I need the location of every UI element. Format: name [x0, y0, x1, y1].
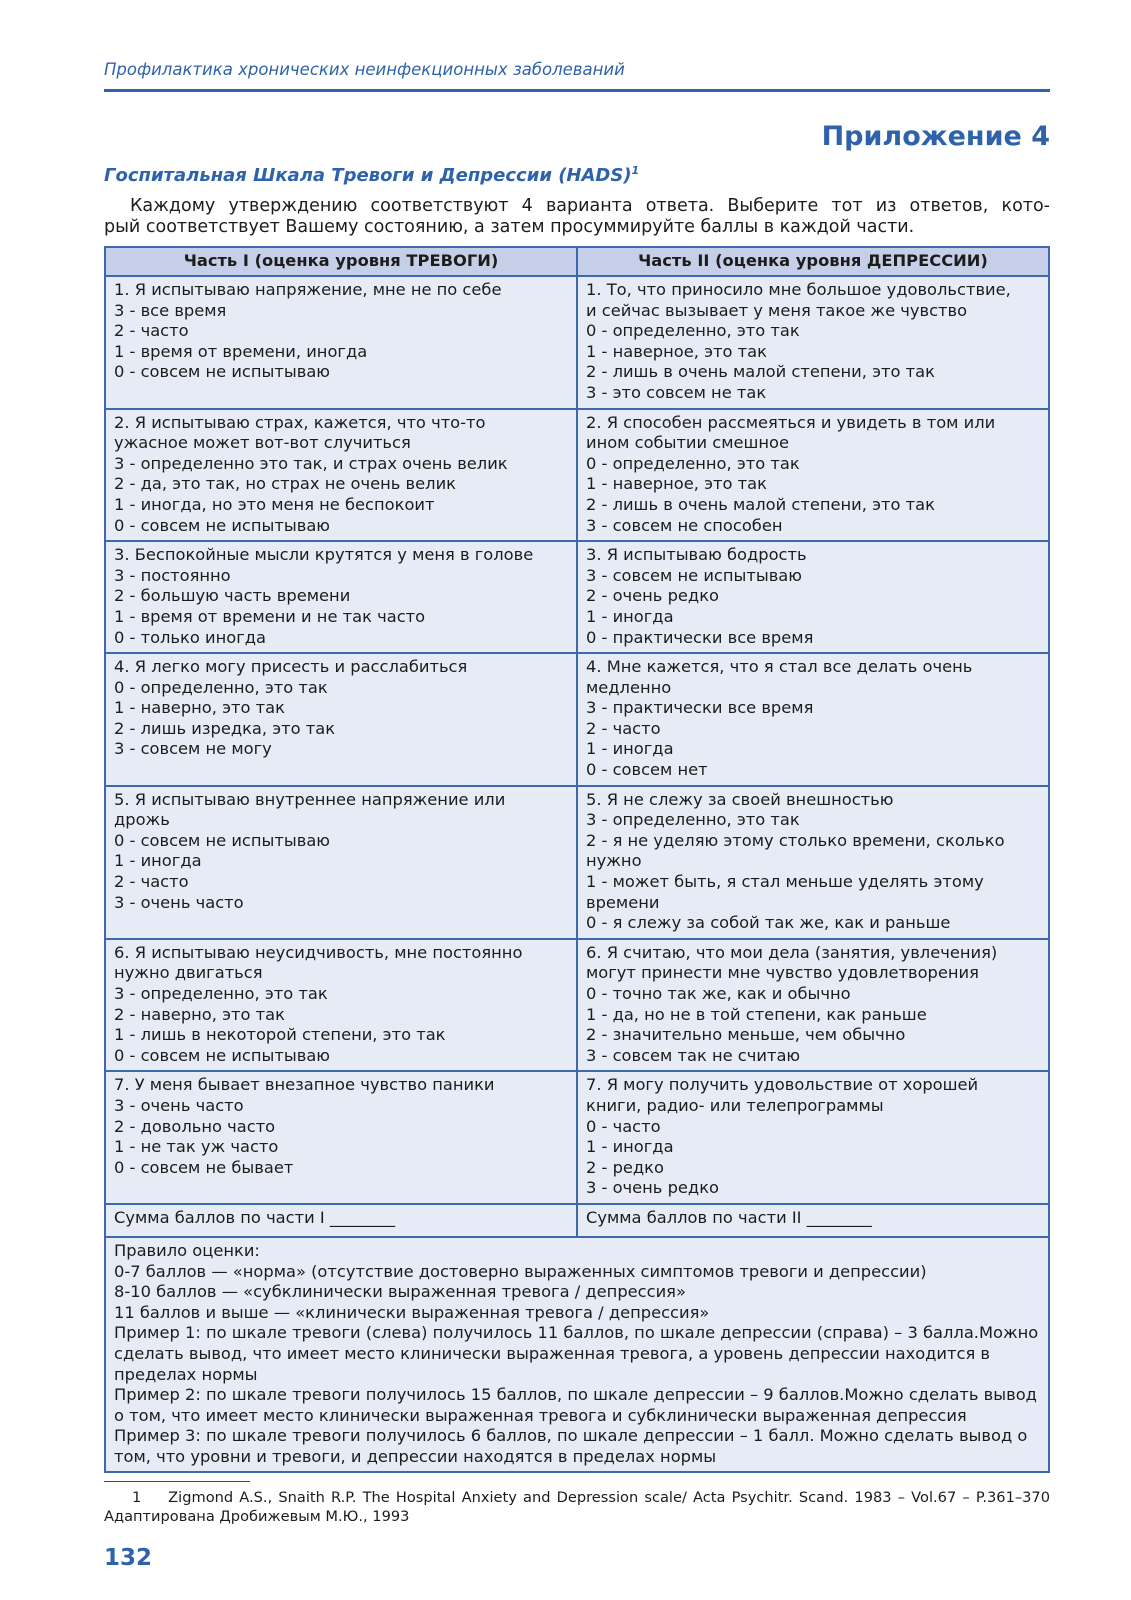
item-line: 0 - совсем нет	[585, 760, 708, 780]
item-line: 2 - очень редко	[585, 586, 719, 606]
sum-row	[105, 1204, 1049, 1237]
item-line: 2 - довольно часто	[114, 1116, 276, 1136]
question-row	[105, 409, 1049, 542]
item-line: 1 - наверно, это так	[114, 698, 285, 718]
document-title-text: Госпитальная Шкала Тревоги и Депрессии (HADS)	[104, 165, 632, 186]
footnote-rule	[104, 1481, 250, 1482]
anxiety-item	[105, 653, 577, 786]
depression-item	[577, 653, 1049, 786]
item-question: 3. Беспокойные мысли крутятся у меня в голове	[114, 545, 534, 565]
anxiety-item	[105, 786, 577, 939]
item-line: 2 - большую часть времени	[114, 586, 351, 606]
item-line: могут принести мне чувство удовлетворения	[585, 963, 979, 983]
item-line: 3 - очень часто	[114, 1095, 244, 1115]
item-line: 2 - часто	[585, 718, 661, 738]
item-question: 1. То, что приносило мне большое удовольствие,	[585, 280, 1011, 299]
intro-line-2: рый соответствует Вашему состоянию, а затем просуммируйте баллы в каждой части.	[104, 217, 915, 237]
item-line: 3 - определенно это так, и страх очень велик	[114, 453, 508, 473]
item-question: 3. Я испытываю бодрость	[585, 545, 807, 565]
item-line: ином событии смешное	[585, 433, 790, 453]
depression-item	[577, 939, 1049, 1072]
item-line: медленно	[585, 677, 672, 697]
table-body	[105, 276, 1049, 1204]
page-number: 132	[104, 1545, 153, 1571]
item-line: 1 - не так уж часто	[114, 1137, 279, 1157]
table-header-row	[105, 247, 1049, 276]
header-rule	[104, 89, 1050, 92]
item-question: 7. У меня бывает внезапное чувство паники	[114, 1075, 495, 1095]
item-question: 4. Я легко могу присесть и расслабиться	[114, 657, 468, 677]
item-line: 1 - время от времени, иногда	[114, 341, 368, 361]
footnote-mark: 1	[631, 164, 640, 177]
item-line: 2 - часто	[114, 321, 189, 341]
rules-line: Пример 2: по шкале тревоги получилось 15 баллов, по шкале депрессии – 9 баллов.Можно сделать вывод о том, что имеет место клинически выраженная тревога и субклинически выраженная депрессия	[114, 1385, 1037, 1425]
item-line: 1 - иногда	[585, 1137, 674, 1157]
item-line: 0 - точно так же, как и обычно	[585, 984, 851, 1003]
item-line: 3 - совсем не могу	[114, 739, 272, 759]
item-line: 1 - может быть, я стал меньше уделять этому	[585, 872, 984, 892]
item-question: 7. Я могу получить удовольствие от хорошей	[585, 1075, 979, 1095]
item-line: 3 - практически все время	[585, 698, 814, 718]
item-question: 2. Я испытываю страх, кажется, что что-то	[114, 412, 486, 432]
item-line: 0 - совсем не испытываю	[114, 1045, 331, 1065]
hads-table	[104, 246, 1050, 1473]
anxiety-item	[105, 276, 577, 409]
rules-row	[105, 1237, 1049, 1473]
header-part-2: Часть II (оценка уровня ДЕПРЕССИИ)	[577, 247, 1049, 276]
item-line: 0 - совсем не испытываю	[114, 515, 331, 535]
item-question: 6. Я испытываю неусидчивость, мне постоянно	[114, 942, 523, 962]
item-question: 6. Я считаю, что мои дела (занятия, увлечения)	[585, 942, 998, 962]
item-question: 5. Я испытываю внутреннее напряжение или	[114, 789, 506, 809]
intro-line-1: Каждому утверждению соответствуют 4 варианта ответа. Выберите тот из ответов, кото-	[130, 196, 1050, 216]
sum-part-2: Сумма баллов по части II ________	[577, 1204, 1049, 1237]
item-line: и сейчас вызывает у меня такое же чувство	[585, 300, 968, 320]
item-line: 0 - практически все время	[585, 627, 814, 647]
item-line: 1 - лишь в некоторой степени, это так	[114, 1025, 446, 1045]
rules-line: 0-7 баллов — «норма» (отсутствие достоверно выраженных симптомов тревоги и депрессии)	[114, 1261, 927, 1281]
item-line: 2 - лишь изредка, это так	[114, 718, 336, 738]
item-line: 1 - иногда	[114, 851, 202, 871]
question-row	[105, 653, 1049, 786]
question-row	[105, 786, 1049, 939]
item-line: 0 - определенно, это так	[114, 677, 328, 697]
depression-item	[577, 409, 1049, 542]
depression-item	[577, 1071, 1049, 1204]
item-line: 2 - я не уделяю этому столько времени, сколько	[585, 830, 1005, 850]
item-line: нужно двигаться	[114, 963, 263, 983]
item-question: 5. Я не слежу за своей внешностью	[585, 789, 894, 809]
depression-item	[577, 541, 1049, 653]
item-line: 3 - все время	[114, 300, 227, 320]
item-line: 2 - лишь в очень малой степени, это так	[585, 362, 935, 382]
depression-item	[577, 276, 1049, 409]
item-line: 1 - да, но не в той степени, как раньше	[585, 1004, 927, 1024]
item-question: 1. Я испытываю напряжение, мне не по себе	[114, 280, 502, 299]
item-line: книги, радио- или телепрограммы	[585, 1095, 884, 1115]
item-line: 0 - я слежу за собой так же, как и раньше	[585, 913, 951, 933]
item-line: 1 - наверное, это так	[585, 341, 767, 361]
rules-line: Пример 1: по шкале тревоги (слева) получилось 11 баллов, по шкале депрессии (справа) – 3 балла.Можно сделать вывод, что имеет место клинически выраженная тревога, а уровень депрессии находится в пределах нормы	[114, 1323, 1039, 1384]
footnote	[104, 1488, 1050, 1526]
item-line: 0 - определенно, это так	[585, 321, 800, 341]
item-line: 0 - совсем не испытываю	[114, 830, 331, 850]
appendix-label: Приложение 4	[821, 121, 1050, 152]
item-line: 1 - иногда	[585, 606, 674, 626]
item-line: 1 - иногда, но это меня не беспокоит	[114, 494, 435, 514]
anxiety-item	[105, 1071, 577, 1204]
question-row	[105, 1071, 1049, 1204]
item-line: времени	[585, 892, 660, 912]
rules-line: Пример 3: по шкале тревоги получилось 6 баллов, по шкале депрессии – 1 балл. Можно сделать вывод о том, что уровни и тревоги, и депрессии находятся в пределах нормы	[114, 1426, 1028, 1466]
item-line: нужно	[585, 851, 642, 871]
item-line: 0 - определенно, это так	[585, 453, 800, 473]
item-line: 2 - да, это так, но страх не очень велик	[114, 474, 456, 494]
item-line: 3 - совсем не способен	[585, 515, 783, 535]
item-line: 3 - постоянно	[114, 565, 231, 585]
anxiety-item	[105, 541, 577, 653]
question-row	[105, 276, 1049, 409]
item-line: 3 - совсем так не считаю	[585, 1045, 801, 1065]
item-line: 0 - совсем не бывает	[114, 1157, 294, 1177]
depression-item	[577, 786, 1049, 939]
item-line: 3 - очень редко	[585, 1178, 719, 1198]
footnote-number: 1	[132, 1489, 142, 1506]
rules-line: 8-10 баллов — «субклинически выраженная тревога / депрессия»	[114, 1282, 686, 1302]
question-row	[105, 939, 1049, 1072]
item-line: 3 - совсем не испытываю	[585, 565, 802, 585]
item-line: 3 - определенно, это так	[585, 810, 800, 830]
item-line: 2 - редко	[585, 1157, 664, 1177]
item-line: 0 - часто	[585, 1116, 661, 1136]
question-row	[105, 541, 1049, 653]
item-line: 2 - лишь в очень малой степени, это так	[585, 494, 935, 514]
footnote-text: Zigmond A.S., Snaith R.P. The Hospital Anxiety and Depression scale/ Acta Psychitr. Scand. 1983 – Vol.67 – P.361–370 Адаптирована Дробижевым М.Ю., 1993	[104, 1489, 1051, 1525]
item-line: 2 - часто	[114, 872, 189, 892]
item-line: ужасное может вот-вот случиться	[114, 433, 411, 453]
item-question: 4. Мне кажется, что я стал все делать очень	[585, 657, 973, 677]
intro-paragraph	[104, 196, 1050, 238]
anxiety-item	[105, 409, 577, 542]
running-header: Профилактика хронических неинфекционных заболеваний	[104, 60, 625, 79]
item-line: 3 - это совсем не так	[585, 382, 767, 402]
document-title	[104, 164, 639, 186]
item-line: 2 - наверно, это так	[114, 1004, 285, 1024]
scoring-rules	[105, 1237, 1049, 1473]
item-question: 2. Я способен рассмеяться и увидеть в том или	[585, 412, 996, 432]
item-line: 0 - совсем не испытываю	[114, 362, 331, 382]
rules-heading: Правило оценки:	[114, 1240, 260, 1260]
item-line: 3 - очень часто	[114, 892, 244, 912]
item-line: 1 - иногда	[585, 739, 674, 759]
item-line: дрожь	[114, 810, 170, 830]
sum-part-1: Сумма баллов по части I ________	[105, 1204, 577, 1237]
item-line: 1 - наверное, это так	[585, 474, 767, 494]
item-line: 2 - значительно меньше, чем обычно	[585, 1025, 906, 1045]
header-part-1: Часть I (оценка уровня ТРЕВОГИ)	[105, 247, 577, 276]
item-line: 0 - только иногда	[114, 627, 266, 647]
rules-line: 11 баллов и выше — «клинически выраженная тревога / депрессия»	[114, 1302, 710, 1322]
item-line: 1 - время от времени и не так часто	[114, 606, 426, 626]
anxiety-item	[105, 939, 577, 1072]
item-line: 3 - определенно, это так	[114, 984, 328, 1003]
